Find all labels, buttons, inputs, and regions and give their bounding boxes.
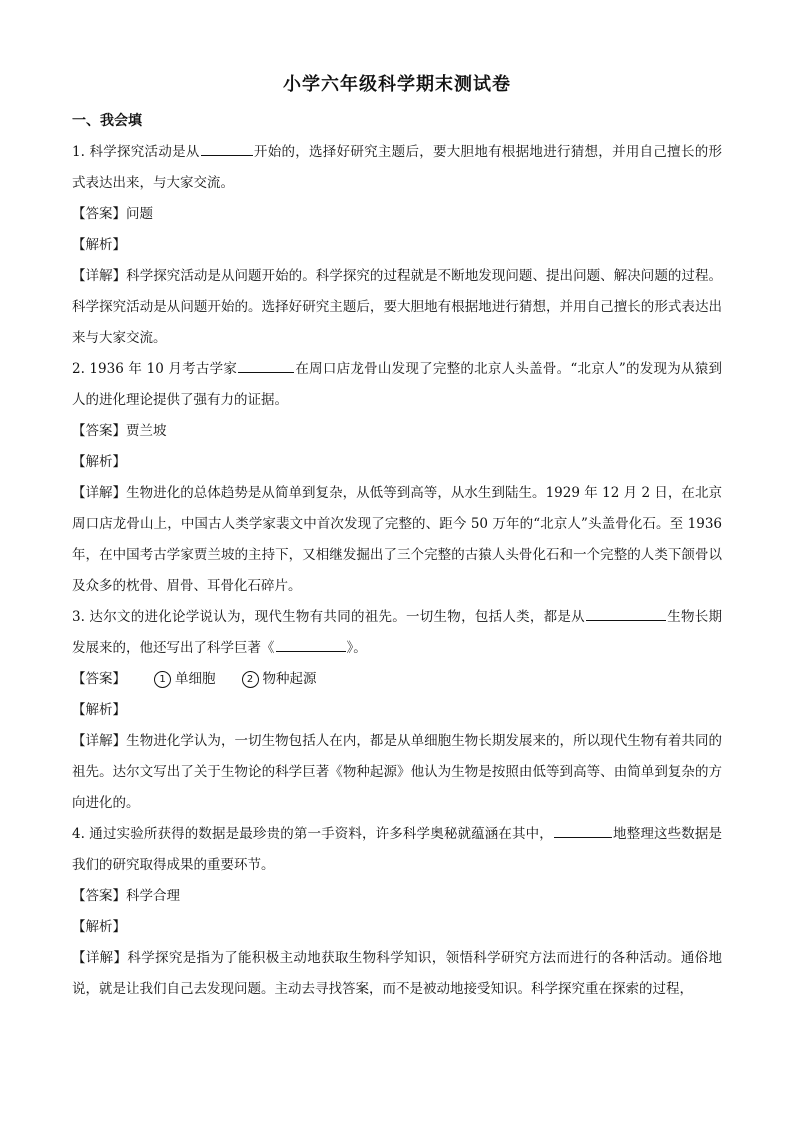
answer-number-2-badge: 2 [242, 671, 259, 688]
question-2 [72, 354, 722, 416]
question-1 [72, 137, 722, 199]
question-4-detail-text: 科学探究是指为了能积极主动地获取生物科学知识，领悟科学研究方法而进行的各种活动。通俗地说，就是让我们自己去发现问题。主动去寻找答案，而不是被动地接受知识。科学探究重在探索的过程， [72, 950, 723, 997]
detail-label: 【详解】 [72, 950, 128, 966]
section-heading: 一、我会填 [72, 113, 142, 129]
question-1-analysis [72, 230, 722, 261]
question-4-text-before: 4. 通过实验所获得的数据是最珍贵的第一手资料，许多科学奥秘就蕴涵在其中， [72, 826, 553, 842]
question-1-detail [72, 261, 722, 354]
question-3-text-after: 》。 [346, 640, 367, 656]
question-2-detail-text: 生物进化的总体趋势是从简单到复杂，从低等到高等，从水生到陆生。1929 年 12 月 2 日，在北京周口店龙骨山上，中国古人类学家裴文中首次发现了完整的、距今 50 万年的“北京人”头盖骨化石。至 1936 年，在中国考古学家贾兰坡的主持下，又相继发掘出了三个完整的古猿人头骨化石和一个完整的人类下颌骨以及众多的枕骨、眉骨、耳骨化石碎片。 [72, 485, 722, 594]
question-4-blank [554, 823, 612, 838]
question-3-answer [72, 664, 722, 695]
question-1-text-after: 开始的，选择好研究主题后，要大胆地有根据地进行猜想，并用自己擅长的形式表达出来，与大家交流。 [72, 144, 723, 191]
answer-label: 【答案】 [72, 671, 126, 687]
detail-label: 【详解】 [72, 485, 127, 501]
exam-content [72, 137, 722, 1005]
question-2-text-after: 在周口店龙骨山发现了完整的北京人头盖骨。“北京人”的发现为从猿到人的进化理论提供了强有力的证据。 [72, 361, 722, 408]
question-3-text-middle: 生物长期发展来的，他还写出了科学巨著《 [72, 609, 723, 656]
question-2-blank [238, 358, 294, 373]
question-4-analysis [72, 912, 722, 943]
question-2-text-before: 2. 1936 年 10 月考古学家 [72, 361, 238, 377]
question-3-blank-2 [276, 637, 346, 652]
question-3-text-before: 3. 达尔文的进化论学说认为，现代生物有共同的祖先。一切生物，包括人类，都是从 [72, 609, 585, 625]
question-3 [72, 602, 722, 664]
question-2-answer [72, 416, 722, 447]
question-4 [72, 819, 722, 881]
question-4-answer-value: 科学合理 [126, 888, 180, 904]
answer-number-1-badge: 1 [154, 671, 171, 688]
question-3-analysis [72, 695, 722, 726]
question-4-detail [72, 943, 722, 1005]
question-2-detail [72, 478, 722, 602]
question-1-answer [72, 199, 722, 230]
question-1-text-before: 1. 科学探究活动是从 [72, 144, 200, 160]
answer-label: 【答案】 [72, 423, 126, 439]
detail-label: 【详解】 [72, 733, 127, 749]
question-3-blank-1 [586, 606, 666, 621]
question-4-text-after: 地整理这些数据是我们的研究取得成果的重要环节。 [72, 826, 723, 873]
question-3-answer-1: 单细胞 [175, 671, 216, 687]
analysis-label: 【解析】 [72, 919, 126, 935]
page-title: 小学六年级科学期末测试卷 [283, 74, 511, 95]
question-1-answer-value: 问题 [126, 206, 153, 222]
question-2-answer-value: 贾兰坡 [126, 423, 167, 439]
question-1-blank [201, 141, 253, 156]
question-3-answer-2: 物种起源 [262, 671, 317, 687]
analysis-label: 【解析】 [72, 454, 126, 470]
answer-label: 【答案】 [72, 888, 126, 904]
analysis-label: 【解析】 [72, 237, 126, 253]
answer-label: 【答案】 [72, 206, 126, 222]
question-3-detail-text: 生物进化学认为，一切生物包括人在内，都是从单细胞生物长期发展来的，所以现代生物有着共同的祖先。达尔文写出了关于生物论的科学巨著《物种起源》他认为生物是按照由低等到高等、由简单到复杂的方向进化的。 [72, 733, 723, 811]
analysis-label: 【解析】 [72, 702, 126, 718]
question-2-analysis [72, 447, 722, 478]
question-3-detail [72, 726, 722, 819]
detail-label: 【详解】 [72, 268, 127, 284]
question-4-answer [72, 881, 722, 912]
question-1-detail-text: 科学探究活动是从问题开始的。科学探究的过程就是不断地发现问题、提出问题、解决问题的过程。科学探究活动是从问题开始的。选择好研究主题后，要大胆地有根据地进行猜想，并用自己擅长的形式表达出来与大家交流。 [72, 268, 723, 346]
